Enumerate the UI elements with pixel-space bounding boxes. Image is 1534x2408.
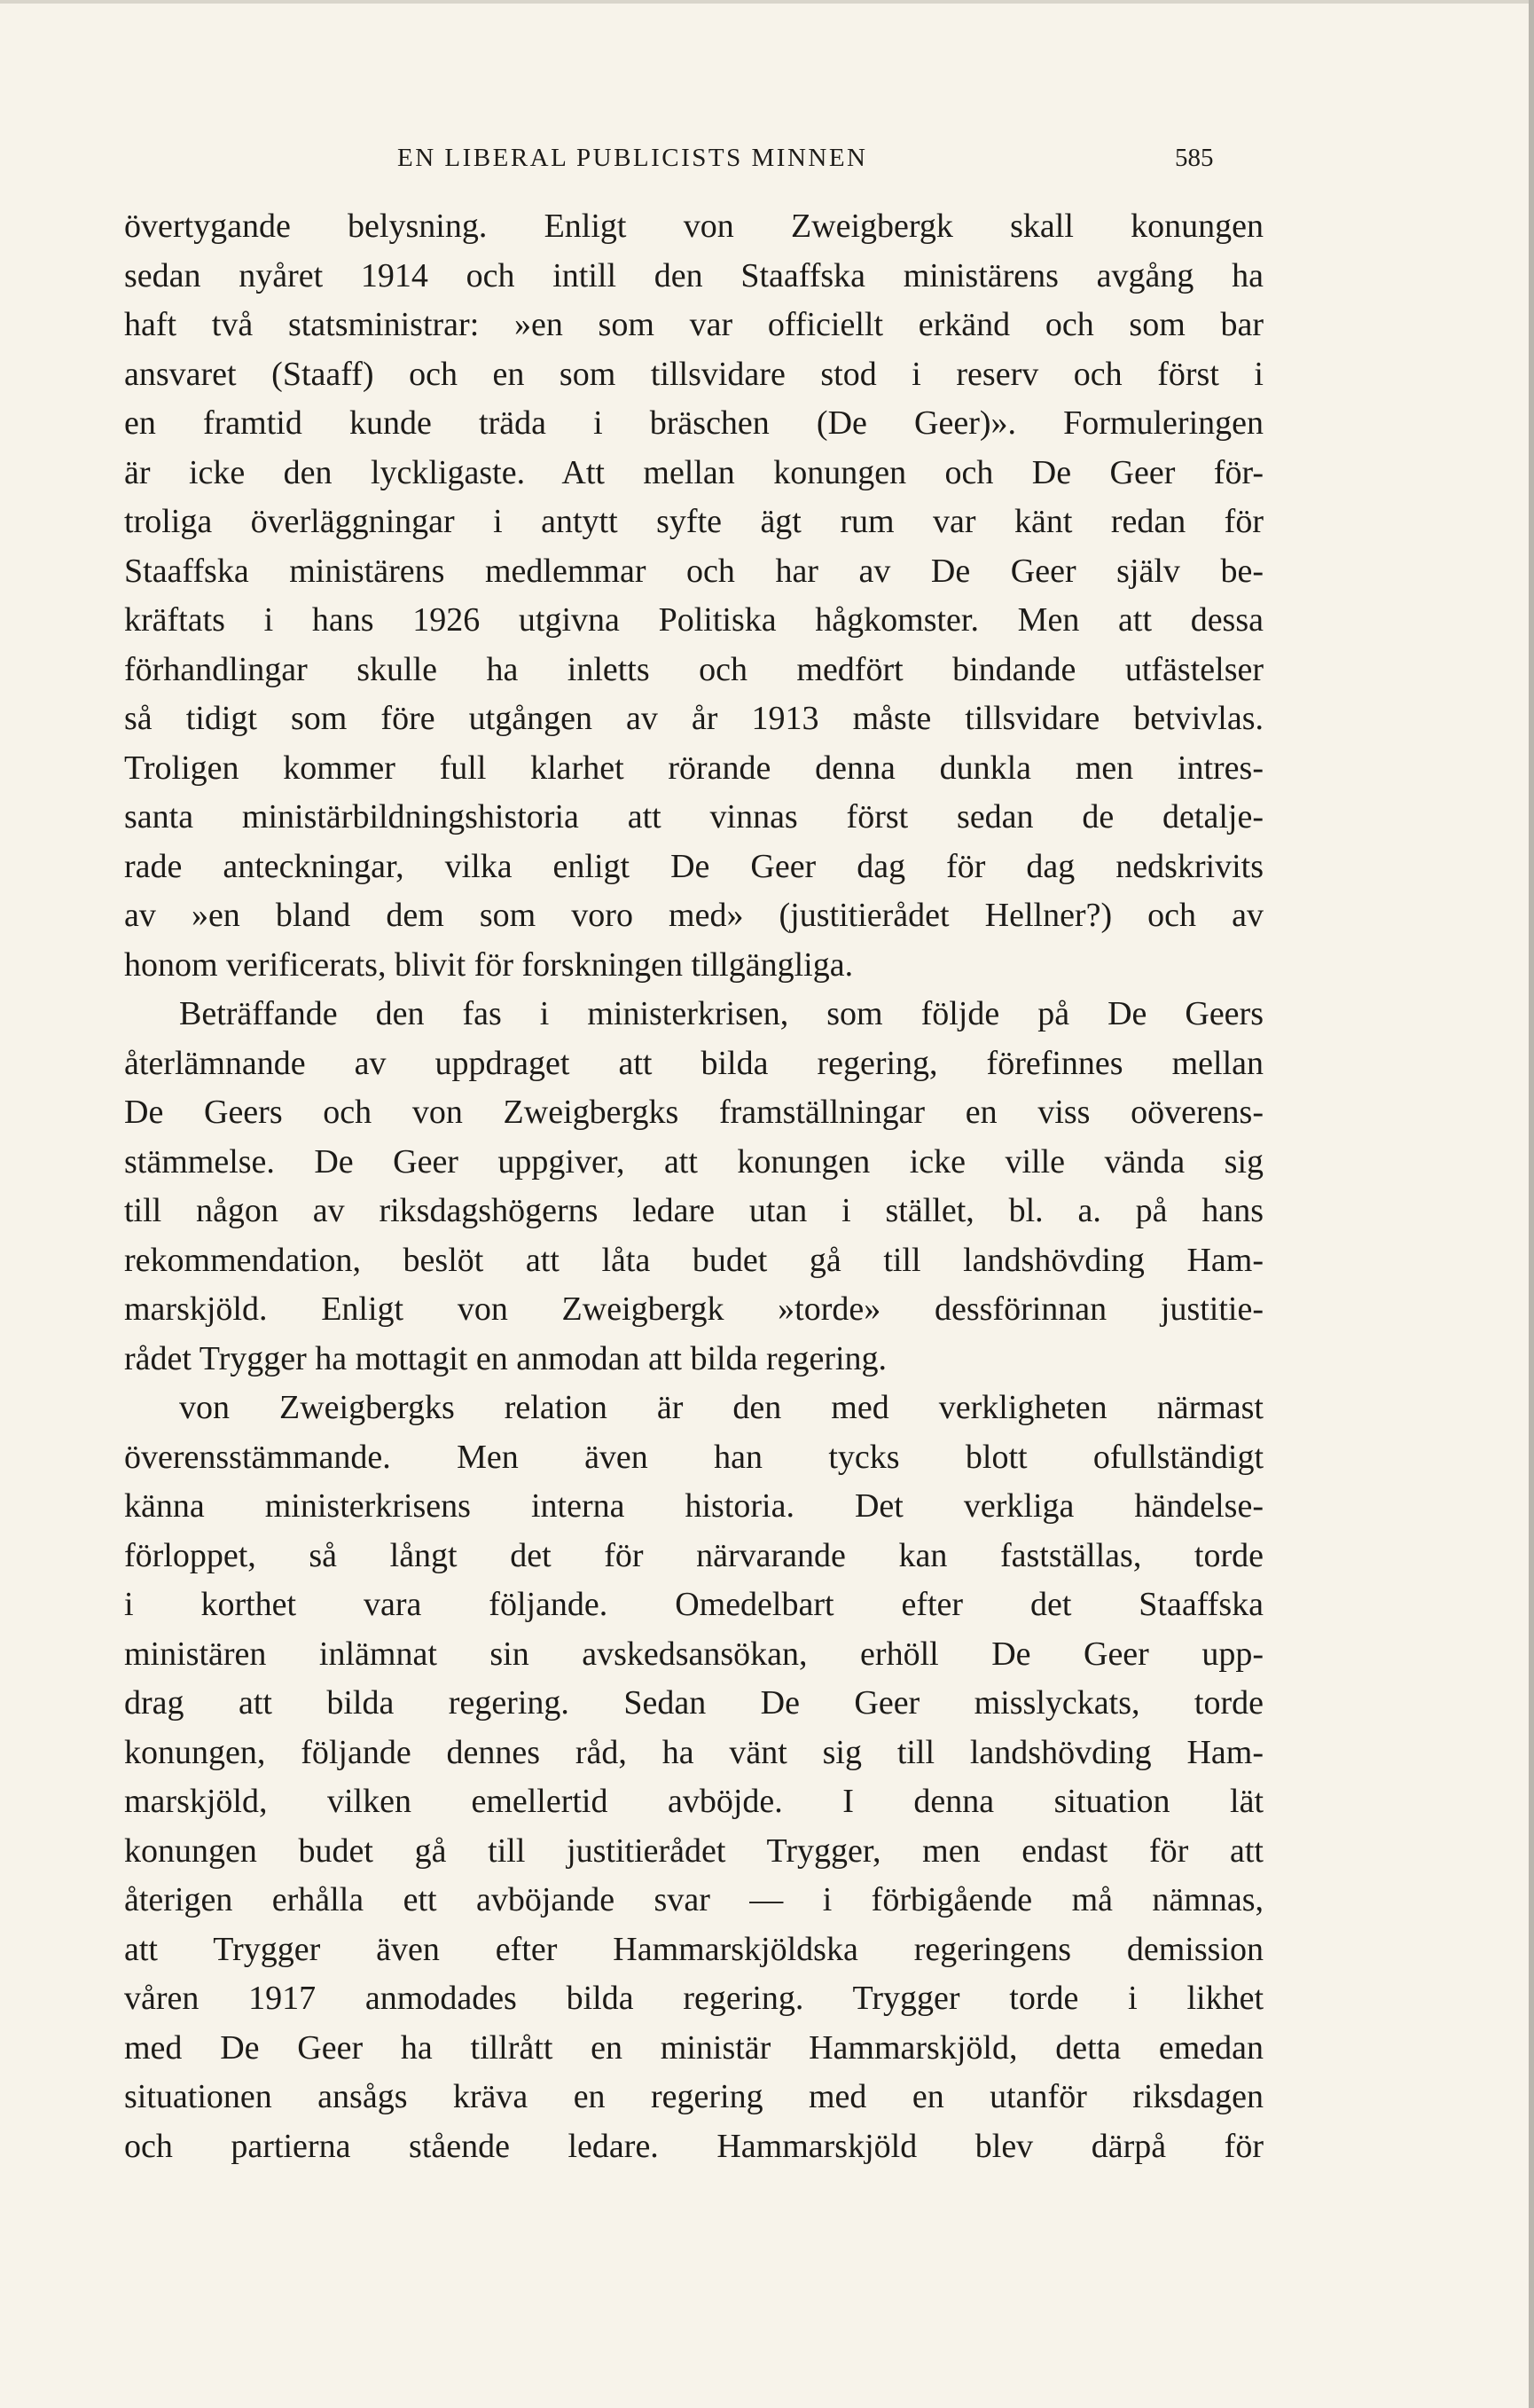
body-text	[124, 202, 1264, 2171]
text-line: överensstämmande. Men även han tycks blott ofullständigt	[124, 1438, 1264, 1476]
text-line: i korthet vara följande. Omedelbart efter det Staaffska	[124, 1586, 1264, 1623]
text-line: situationen ansågs kräva en regering med en utanför riksdagen	[124, 2078, 1264, 2115]
text-line: ministären inlämnat sin avskedsansökan, erhöll De Geer upp-	[124, 1635, 1264, 1673]
page-header	[0, 144, 1534, 188]
text-line: så tidigt som före utgången av år 1913 måste tillsvidare betvivlas.	[124, 700, 1264, 737]
text-line: kräftats i hans 1926 utgivna Politiska hågkomster. Men att dessa	[124, 601, 1264, 639]
text-line: ansvaret (Staaff) och en som tillsvidare stod i reserv och först i	[124, 355, 1264, 393]
text-line: Staaffska ministärens medlemmar och har av De Geer själv be-	[124, 552, 1264, 590]
text-line: drag att bilda regering. Sedan De Geer misslyckats, torde	[124, 1684, 1264, 1722]
text-line: haft två statsministrar: »en som var officiellt erkänd och som bar	[124, 306, 1264, 343]
text-line: förloppet, så långt det för närvarande kan fastställas, torde	[124, 1536, 1264, 1574]
text-line: förhandlingar skulle ha inletts och medfört bindande utfästelser	[124, 650, 1264, 688]
text-line: till någon av riksdagshögerns ledare utan i stället, bl. a. på hans	[124, 1192, 1264, 1229]
paragraph-3	[124, 1384, 1264, 2171]
text-line: marskjöld, vilken emellertid avböjde. I denna situation lät	[124, 1783, 1264, 1820]
text-line: en framtid kunde träda i bräschen (De Geer)». Formuleringen	[124, 404, 1264, 442]
text-line: konungen, följande dennes råd, ha vänt sig till landshövding Ham-	[124, 1733, 1264, 1771]
text-line: att Trygger även efter Hammarskjöldska regeringens demission	[124, 1930, 1264, 1968]
text-line: återlämnande av uppdraget att bilda regering, förefinnes mellan	[124, 1044, 1264, 1082]
text-line: rekommendation, beslöt att låta budet gå till landshövding Ham-	[124, 1241, 1264, 1279]
text-line: sedan nyåret 1914 och intill den Staaffska ministärens avgång ha	[124, 256, 1264, 294]
text-line: är icke den lyckligaste. Att mellan konungen och De Geer för-	[124, 453, 1264, 491]
page-scan-edge	[1529, 0, 1534, 2408]
text-line: von Zweigbergks relation är den med verkligheten närmast	[179, 1389, 1264, 1426]
text-line: rade anteckningar, vilka enligt De Geer dag för dag nedskrivits	[124, 847, 1264, 885]
text-line: De Geers och von Zweigbergks framställningar en viss oöverens-	[124, 1094, 1264, 1131]
text-line: känna ministerkrisens interna historia. Det verkliga händelse-	[124, 1487, 1264, 1525]
text-line: santa ministärbildningshistoria att vinnas först sedan de detalje-	[124, 798, 1264, 835]
text-line: med De Geer ha tillrått en ministär Hammarskjöld, detta emedan	[124, 2028, 1264, 2067]
page-number: 585	[1175, 144, 1214, 172]
text-line: stämmelse. De Geer uppgiver, att konungen icke ville vända sig	[124, 1142, 1264, 1180]
text-line: och partierna stående ledare. Hammarskjöld blev därpå för	[124, 2127, 1264, 2165]
text-line: rådet Trygger ha mottagit en anmodan att bilda regering.	[124, 1339, 888, 1377]
text-line: övertygande belysning. Enligt von Zweigbergk skall konungen	[124, 208, 1264, 245]
running-title: EN LIBERAL PUBLICISTS MINNEN	[397, 144, 868, 172]
paragraph-2	[124, 990, 1264, 1384]
paragraph-1	[124, 202, 1264, 990]
text-line: våren 1917 anmodades bilda regering. Trygger torde i likhet	[124, 1980, 1264, 2017]
text-line: honom verificerats, blivit för forskningen tillgängliga.	[124, 945, 854, 984]
text-line: av »en bland dem som voro med» (justitierådet Hellner?) och av	[124, 897, 1264, 934]
text-line: marskjöld. Enligt von Zweigbergk »torde» dessförinnan justitie-	[124, 1290, 1264, 1328]
page-top-edge	[0, 0, 1534, 4]
text-line: troliga överläggningar i antytt syfte ägt rum var känt redan för	[124, 503, 1264, 540]
text-line: konungen budet gå till justitierådet Trygger, men endast för att	[124, 1831, 1264, 1870]
text-line: Beträffande den fas i ministerkrisen, som följde på De Geers	[179, 995, 1264, 1032]
text-line: återigen erhålla ett avböjande svar — i förbigående må nämnas,	[124, 1881, 1264, 1918]
text-line: Troligen kommer full klarhet rörande denna dunkla men intres-	[124, 749, 1264, 787]
